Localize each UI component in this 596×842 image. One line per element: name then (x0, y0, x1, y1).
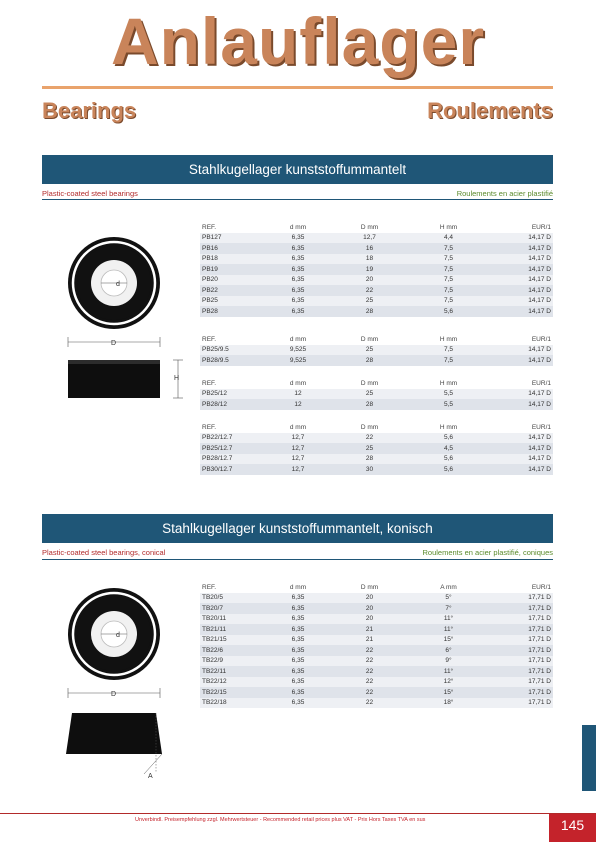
cell-d: 6,35 (266, 677, 330, 688)
header-price: EUR/1 (488, 582, 553, 593)
header-H: H mm (409, 378, 488, 389)
section1-table-4 (200, 422, 553, 475)
cell-D: 22 (330, 687, 409, 698)
cell-A: 15° (409, 687, 488, 698)
cell-price: 17,71 D (488, 698, 553, 709)
angle-label: A (148, 773, 153, 780)
section1-table-1 (200, 222, 553, 317)
header-price: EUR/1 (488, 422, 553, 433)
table-header-row (200, 378, 553, 389)
section1-table-3 (200, 378, 553, 410)
cell-H: 4,4 (409, 233, 488, 244)
header-d: d mm (266, 334, 330, 345)
cell-H: 5,6 (409, 433, 488, 444)
cell-D: 18 (330, 254, 409, 265)
cell-ref: PB25/12.7 (200, 443, 266, 454)
cell-H: 5,6 (409, 454, 488, 465)
cell-price: 14,17 D (488, 243, 553, 254)
cell-H: 4,5 (409, 443, 488, 454)
table-row (200, 635, 553, 646)
table-row (200, 399, 553, 410)
cell-A: 7° (409, 603, 488, 614)
header-D: D mm (330, 422, 409, 433)
cell-d: 12 (266, 399, 330, 410)
cell-A: 12° (409, 677, 488, 688)
cell-ref: PB28/9.5 (200, 355, 266, 366)
cell-price: 14,17 D (488, 454, 553, 465)
table-header-row (200, 422, 553, 433)
cell-d: 6,35 (266, 296, 330, 307)
header-D: D mm (330, 334, 409, 345)
header-d: d mm (266, 582, 330, 593)
cell-ref: TB22/11 (200, 666, 266, 677)
cell-ref: PB18 (200, 254, 266, 265)
section1-table-2 (200, 334, 553, 366)
cell-D: 25 (330, 345, 409, 356)
table-row (200, 306, 553, 317)
footer-disclaimer: Unverbindl. Preisempfehlung zzgl. Mehrwertsteuer - Recommended retail prices plus VAT - Prix Hors Taxes TVA en sus (135, 817, 426, 823)
conical-bearing-diagram (60, 582, 190, 782)
cell-ref: TB22/18 (200, 698, 266, 709)
cell-price: 14,17 D (488, 355, 553, 366)
cell-A: 5° (409, 593, 488, 604)
cell-price: 14,17 D (488, 433, 553, 444)
cell-ref: PB20 (200, 275, 266, 286)
cell-D: 22 (330, 656, 409, 667)
cell-d: 12,7 (266, 443, 330, 454)
outer-label: D (111, 340, 117, 347)
cell-price: 17,71 D (488, 614, 553, 625)
cell-H: 5,5 (409, 399, 488, 410)
cell-price: 17,71 D (488, 666, 553, 677)
cell-H: 7,5 (409, 355, 488, 366)
cell-ref: TB20/5 (200, 593, 266, 604)
table-row (200, 243, 553, 254)
cell-D: 21 (330, 635, 409, 646)
header-D: D mm (330, 582, 409, 593)
header-ref: REF. (200, 222, 266, 233)
header-price: EUR/1 (488, 334, 553, 345)
bore-label: d (116, 281, 120, 288)
cell-d: 6,35 (266, 306, 330, 317)
height-label: H (174, 375, 180, 382)
cell-price: 17,71 D (488, 603, 553, 614)
cell-d: 6,35 (266, 254, 330, 265)
cell-D: 28 (330, 355, 409, 366)
cell-ref: PB28 (200, 306, 266, 317)
cell-price: 17,71 D (488, 624, 553, 635)
table-row (200, 443, 553, 454)
table-row (200, 389, 553, 400)
section2-table (200, 582, 553, 708)
cell-D: 25 (330, 296, 409, 307)
header-H: H mm (409, 222, 488, 233)
section1-label-english: Plastic-coated steel bearings (42, 189, 138, 198)
cell-H: 5,6 (409, 464, 488, 475)
cell-price: 14,17 D (488, 285, 553, 296)
cell-D: 30 (330, 464, 409, 475)
header-H: H mm (409, 422, 488, 433)
cell-D: 20 (330, 275, 409, 286)
cell-price: 14,17 D (488, 464, 553, 475)
cell-d: 6,35 (266, 264, 330, 275)
section2-band: Stahlkugellager kunststoffummantelt, konisch (42, 514, 553, 543)
cell-H: 7,5 (409, 275, 488, 286)
subtitle-french: Roulements (427, 98, 553, 123)
cell-H: 5,5 (409, 389, 488, 400)
cell-H: 7,5 (409, 254, 488, 265)
cell-ref: TB21/15 (200, 635, 266, 646)
table-header-row (200, 334, 553, 345)
cell-d: 6,35 (266, 614, 330, 625)
table-row (200, 687, 553, 698)
table-row (200, 603, 553, 614)
table-row (200, 614, 553, 625)
header-D: D mm (330, 378, 409, 389)
table-row (200, 624, 553, 635)
section2-rule (42, 559, 553, 560)
cell-price: 14,17 D (488, 443, 553, 454)
section2-label-english: Plastic-coated steel bearings, conical (42, 548, 166, 557)
cell-A: 15° (409, 635, 488, 646)
header-H: H mm (409, 334, 488, 345)
cell-price: 17,71 D (488, 687, 553, 698)
cell-ref: PB127 (200, 233, 266, 244)
cell-D: 20 (330, 614, 409, 625)
cell-H: 7,5 (409, 345, 488, 356)
section1-band: Stahlkugellager kunststoffummantelt (42, 155, 553, 184)
cell-D: 20 (330, 603, 409, 614)
cell-ref: TB20/7 (200, 603, 266, 614)
cell-D: 19 (330, 264, 409, 275)
section1-rule (42, 199, 553, 200)
table-row (200, 275, 553, 286)
header-A: A mm (409, 582, 488, 593)
cell-price: 14,17 D (488, 254, 553, 265)
table-row (200, 593, 553, 604)
section-side-tab (582, 725, 596, 791)
cell-d: 6,35 (266, 687, 330, 698)
cell-d: 6,35 (266, 698, 330, 709)
cell-D: 22 (330, 677, 409, 688)
cell-price: 17,71 D (488, 645, 553, 656)
cell-D: 12,7 (330, 233, 409, 244)
cell-price: 14,17 D (488, 399, 553, 410)
cell-H: 7,5 (409, 296, 488, 307)
table-row (200, 656, 553, 667)
header-ref: REF. (200, 334, 266, 345)
cell-D: 25 (330, 389, 409, 400)
table-row (200, 264, 553, 275)
cell-ref: PB16 (200, 243, 266, 254)
cell-d: 6,35 (266, 666, 330, 677)
page-number: 145 (549, 814, 596, 842)
cell-D: 28 (330, 306, 409, 317)
cell-A: 6° (409, 645, 488, 656)
cell-ref: PB25/9.5 (200, 345, 266, 356)
conical-side-view (66, 713, 162, 754)
table-row (200, 285, 553, 296)
table-row (200, 677, 553, 688)
cell-d: 6,35 (266, 233, 330, 244)
cell-ref: TB22/15 (200, 687, 266, 698)
cell-ref: PB28/12 (200, 399, 266, 410)
table-row (200, 464, 553, 475)
cell-d: 12,7 (266, 433, 330, 444)
cell-D: 28 (330, 454, 409, 465)
cell-d: 12,7 (266, 454, 330, 465)
subtitle-english: Bearings (42, 98, 137, 123)
conical-bore-label: d (116, 632, 120, 639)
cell-H: 7,5 (409, 285, 488, 296)
header-ref: REF. (200, 582, 266, 593)
cell-ref: TB21/11 (200, 624, 266, 635)
conical-outer-label: D (111, 691, 117, 698)
table-row (200, 454, 553, 465)
cell-D: 21 (330, 624, 409, 635)
table-header-row (200, 582, 553, 593)
cell-D: 22 (330, 433, 409, 444)
cell-D: 22 (330, 645, 409, 656)
section1-label-french: Roulements en acier plastifié (456, 189, 553, 198)
bearing-side-highlight (68, 360, 160, 364)
cell-price: 17,71 D (488, 656, 553, 667)
table-row (200, 345, 553, 356)
cell-H: 7,5 (409, 243, 488, 254)
table-row (200, 233, 553, 244)
table-header-row (200, 222, 553, 233)
cell-d: 6,35 (266, 645, 330, 656)
cell-d: 6,35 (266, 243, 330, 254)
cell-ref: TB20/11 (200, 614, 266, 625)
bearing-diagram (60, 225, 190, 405)
cell-H: 5,6 (409, 306, 488, 317)
cell-price: 14,17 D (488, 389, 553, 400)
cell-price: 14,17 D (488, 345, 553, 356)
header-price: EUR/1 (488, 222, 553, 233)
cell-ref: TB22/12 (200, 677, 266, 688)
cell-A: 11° (409, 624, 488, 635)
table-row (200, 433, 553, 444)
cell-D: 22 (330, 698, 409, 709)
header-price: EUR/1 (488, 378, 553, 389)
table-row (200, 355, 553, 366)
table-row (200, 645, 553, 656)
cell-A: 9° (409, 656, 488, 667)
cell-ref: PB28/12.7 (200, 454, 266, 465)
cell-D: 22 (330, 285, 409, 296)
table-row (200, 254, 553, 265)
cell-ref: PB19 (200, 264, 266, 275)
cell-ref: PB22 (200, 285, 266, 296)
cell-A: 11° (409, 666, 488, 677)
cell-d: 9,525 (266, 355, 330, 366)
header-d: d mm (266, 378, 330, 389)
header-ref: REF. (200, 378, 266, 389)
cell-price: 14,17 D (488, 306, 553, 317)
cell-price: 14,17 D (488, 233, 553, 244)
cell-ref: PB30/12.7 (200, 464, 266, 475)
cell-price: 17,71 D (488, 593, 553, 604)
table-row (200, 698, 553, 709)
cell-ref: PB25/12 (200, 389, 266, 400)
page-title: Anlauflager (110, 4, 486, 78)
cell-d: 12,7 (266, 464, 330, 475)
cell-d: 6,35 (266, 285, 330, 296)
cell-price: 17,71 D (488, 635, 553, 646)
cell-H: 7,5 (409, 264, 488, 275)
header-d: d mm (266, 422, 330, 433)
cell-d: 6,35 (266, 603, 330, 614)
cell-d: 9,525 (266, 345, 330, 356)
footer-rule (0, 813, 596, 814)
table-row (200, 296, 553, 307)
section2-label-french: Roulements en acier plastifié, coniques (422, 548, 553, 557)
cell-ref: TB22/9 (200, 656, 266, 667)
cell-d: 6,35 (266, 656, 330, 667)
cell-d: 6,35 (266, 593, 330, 604)
header-D: D mm (330, 222, 409, 233)
cell-D: 20 (330, 593, 409, 604)
title-rule (42, 86, 553, 89)
cell-D: 16 (330, 243, 409, 254)
cell-price: 14,17 D (488, 275, 553, 286)
angle-indicator-line (144, 754, 162, 774)
cell-d: 6,35 (266, 624, 330, 635)
bearing-side-view (68, 360, 160, 398)
cell-A: 11° (409, 614, 488, 625)
cell-d: 6,35 (266, 635, 330, 646)
cell-price: 14,17 D (488, 264, 553, 275)
cell-price: 14,17 D (488, 296, 553, 307)
cell-ref: PB22/12.7 (200, 433, 266, 444)
table-row (200, 666, 553, 677)
header-ref: REF. (200, 422, 266, 433)
cell-d: 12 (266, 389, 330, 400)
cell-D: 28 (330, 399, 409, 410)
cell-price: 17,71 D (488, 677, 553, 688)
cell-D: 22 (330, 666, 409, 677)
cell-D: 25 (330, 443, 409, 454)
cell-ref: PB25 (200, 296, 266, 307)
header-d: d mm (266, 222, 330, 233)
cell-A: 18° (409, 698, 488, 709)
cell-d: 6,35 (266, 275, 330, 286)
cell-ref: TB22/6 (200, 645, 266, 656)
